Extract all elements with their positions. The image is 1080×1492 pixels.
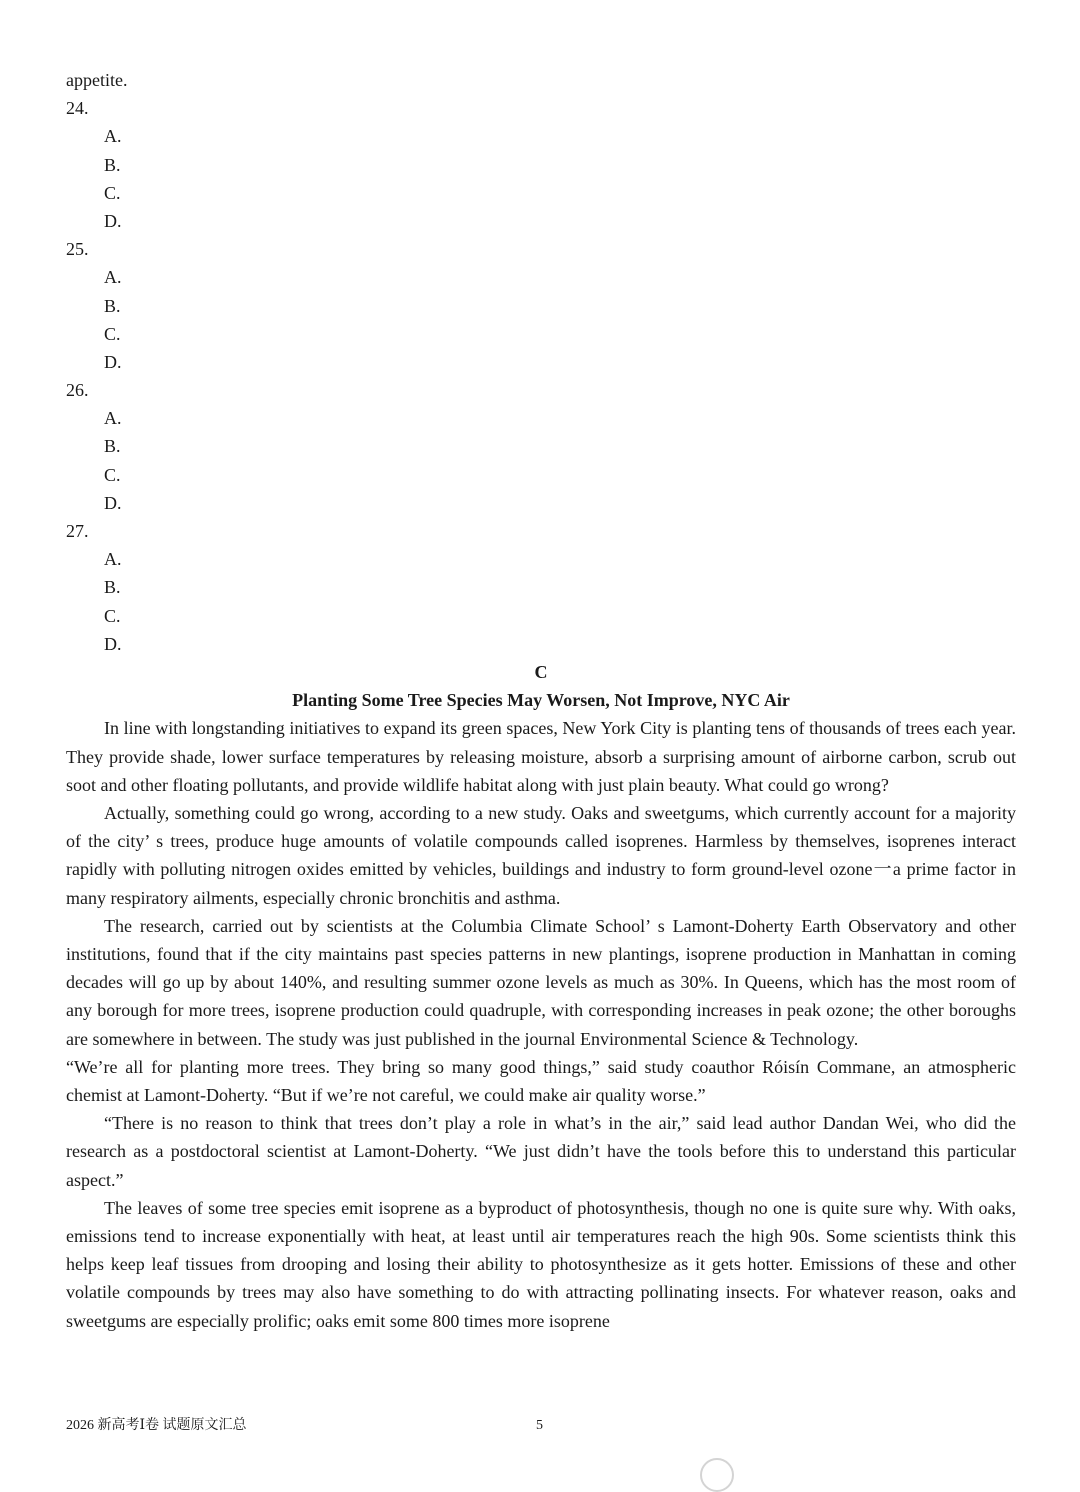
footer-source: 2026 新高考Ⅰ卷 试题原文汇总 [66,1418,247,1433]
option-d: D. [104,492,122,513]
option-d: D. [104,633,122,654]
option-b: B. [104,295,121,316]
option-a: A. [104,126,122,147]
page-footer [66,1414,1016,1438]
option-d: D. [104,210,122,231]
question-number: 26. [66,380,89,401]
page-number: 5 [536,1418,543,1433]
watermark-logo-icon [700,1458,734,1492]
option-c: C. [104,464,121,485]
option-a: A. [104,408,122,429]
section-label: C [534,661,548,682]
question-27 [66,517,1016,658]
option-b: B. [104,436,121,457]
article-title: Planting Some Tree Species May Worsen, Not Improve, NYC Air [292,690,790,711]
paragraph-4: “We’re all for planting more trees. They bring so many good things,” said study coauthor Róisín Commane, an atmospheric chemist at Lamont-Doherty. “But if we’re not careful, we could make air quality worse.” [66,1056,1016,1105]
question-number: 27. [66,521,89,541]
question-number: 25. [66,239,89,260]
option-c: C. [104,605,121,626]
option-b: B. [104,577,121,598]
option-c: C. [104,323,121,344]
option-a: A. [104,549,122,570]
option-a: A. [104,267,122,288]
paragraph-3: The research, carried out by scientists at the Columbia Climate School’ s Lamont-Doherty Earth Observatory and other institutions, found that if the city maintains past species patterns in new plantings, isoprene production in Manhattan in coming decades will go up by about 140%, and resulting summer ozone levels as much as 30%. In Queens, which has the most room of any borough for more trees, isoprene production could quadruple, with corresponding increases in peak ozone; the other boroughs are somewhere in between. The study was just published in the journal Environmental Science & Technology. [66,915,1016,1049]
top-fragment: appetite. [66,70,128,90]
paragraph-6: The leaves of some tree species emit isoprene as a byproduct of photosynthesis, though no one is quite sure why. With oaks, emissions tend to increase exponentially with heat, at least until air temperatures reach the high 90s. Some scientists think this helps keep leaf tissues from drooping and losing their ability to photosynthesize as it gets hotter. Emissions of these and other volatile compounds by trees may also have something to do with attracting pollinating insects. For whatever reason, oaks and sweetgums are especially prolific; oaks emit some 800 times more isoprene [66,1197,1016,1331]
paragraph-2: Actually, something could go wrong, according to a new study. Oaks and sweetgums, which currently account for a majority of the city’ s trees, produce huge amounts of volatile compounds called isoprenes. Harmless by themselves, isoprenes interact rapidly with polluting nitrogen oxides emitted by vehicles, buildings and industry to form ground-level ozone一a prime factor in many respiratory ailments, especially chronic bronchitis and asthma. [66,802,1016,908]
paragraph-1: In line with longstanding initiatives to expand its green spaces, New York City is planting tens of thousands of trees each year. They provide shade, lower surface temperatures by releasing moisture, absorb a surprising amount of airborne carbon, scrub out soot and other floating pollutants, and provide wildlife habitat along with just plain beauty. What could go wrong? [66,718,1016,795]
paragraph-5: “There is no reason to think that trees don’t play a role in what’s in the air,” said lead author Dandan Wei, who did the research as a postdoctoral scientist at Lamont-Doherty. “We just didn’t have the tools before this to understand this particular aspect.” [66,1113,1016,1190]
question-number: 24. [66,98,89,119]
option-b: B. [104,154,121,175]
option-c: C. [104,182,121,203]
question-25 [66,235,1016,376]
page-content [66,66,1016,1335]
question-26 [66,376,1016,517]
option-d: D. [104,351,122,372]
question-24 [66,94,1016,235]
